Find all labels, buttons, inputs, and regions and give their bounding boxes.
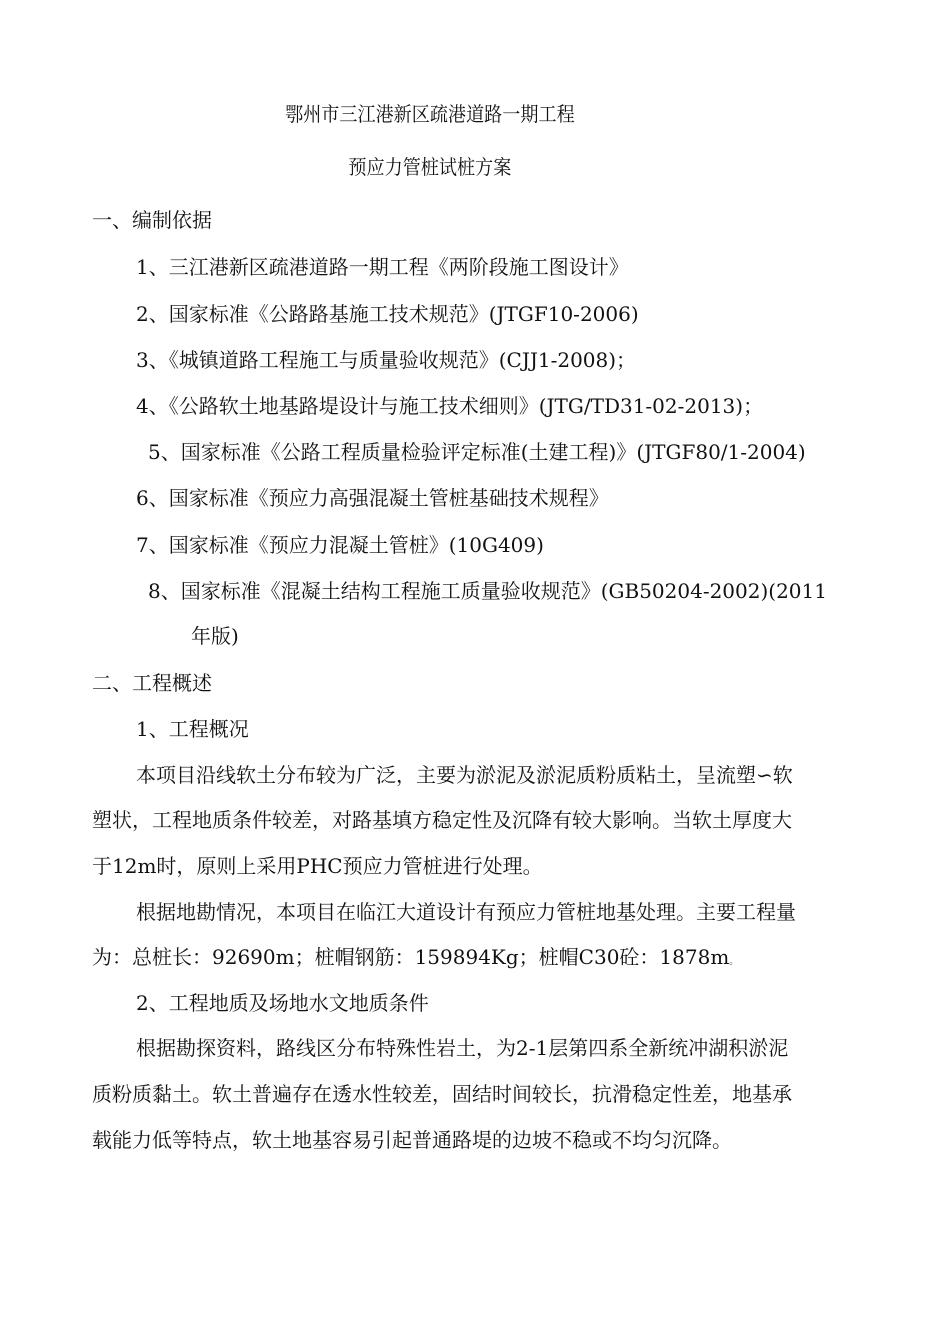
paragraph-line: 于12m时，原则上采用PHC预应力管桩进行处理。: [92, 854, 543, 878]
unit-suffix: 。: [729, 957, 739, 967]
basis-item-7: 7、国家标准《预应力混凝土管桩》(10G409): [136, 533, 544, 557]
basis-item-3: 3、《城镇道路工程施工与质量验收规范》(CJJ1-2008)；: [136, 348, 637, 372]
paragraph-line: 质粉质黏土。软土普遍存在透水性较差，固结时间较长，抗滑稳定性差，地基承: [92, 1082, 792, 1106]
subsection-heading-overview: 1、工程概况: [136, 717, 249, 741]
basis-item-2: 2、国家标准《公路路基施工技术规范》(JTGF10-2006): [136, 302, 639, 326]
section-heading-basis: 一、编制依据: [92, 208, 212, 232]
paragraph-line: 载能力低等特点，软土地基容易引起普通路堤的边坡不稳或不均匀沉降。: [92, 1128, 732, 1152]
subsection-heading-geology: 2、工程地质及场地水文地质条件: [136, 991, 429, 1015]
basis-item-6: 6、国家标准《预应力高强混凝土管桩基础技术规程》: [136, 486, 609, 510]
document-title: 鄂州市三江港新区疏港道路一期工程: [285, 102, 575, 126]
basis-item-8: 8、国家标准《混凝土结构工程施工质量验收规范》(GB50204-2002)(2011: [148, 579, 827, 603]
basis-item-4: 4、《公路软土地基路堤设计与施工技术细则》(JTG/TD31-02-2013)；: [136, 394, 764, 418]
paragraph-line: 塑状，工程地质条件较差，对路基填方稳定性及沉降有较大影响。当软土厚度大: [92, 808, 792, 832]
paragraph-line: 根据地勘情况，本项目在临江大道设计有预应力管桩地基处理。主要工程量: [136, 900, 796, 924]
quantities-line: [92, 943, 844, 976]
section-heading-overview: 二、工程概述: [92, 671, 212, 695]
basis-item-1: 1、三江港新区疏港道路一期工程《两阶段施工图设计》: [136, 255, 629, 279]
paragraph-line: 根据勘探资料，路线区分布特殊性岩土，为2-1层第四系全新统冲湖积淤泥: [136, 1036, 789, 1060]
basis-item-8-continued: 年版): [191, 624, 239, 648]
document-subtitle: 预应力管桩试桩方案: [348, 155, 512, 179]
quantities-text: 为：总桩长：92690m；桩帽钢筋：159894Kg；桩帽C30砼：1878m: [92, 945, 730, 969]
paragraph-line: 本项目沿线软土分布较为广泛，主要为淤泥及淤泥质粉质粘土，呈流塑∽软: [136, 763, 793, 787]
basis-item-5: 5、国家标准《公路工程质量检验评定标准(土建工程)》(JTGF80/1-2004): [148, 440, 806, 464]
